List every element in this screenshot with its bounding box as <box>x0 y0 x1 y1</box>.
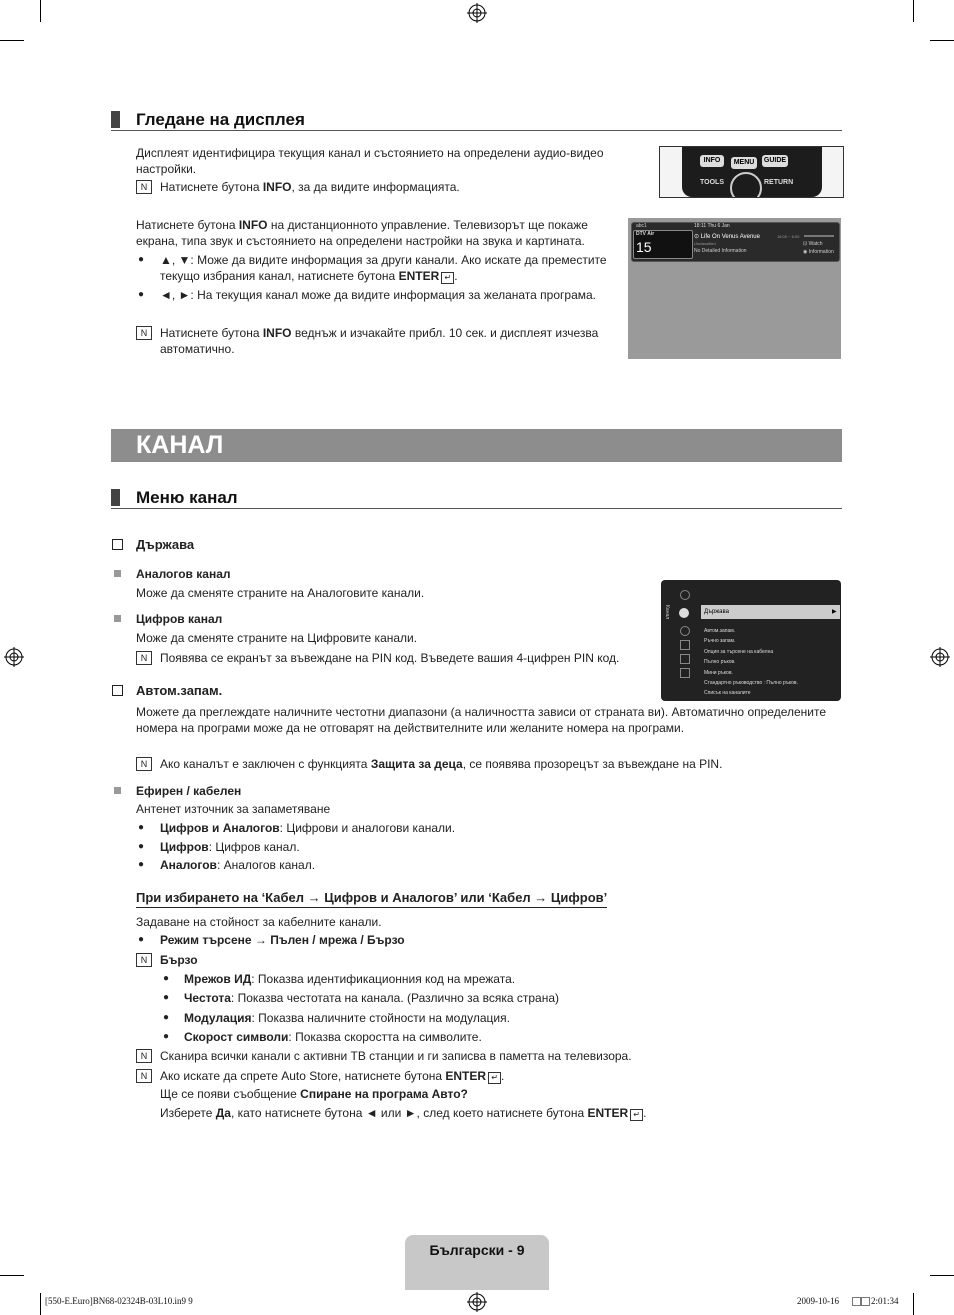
note-icon: N <box>136 326 152 340</box>
note-icon: N <box>136 1069 152 1083</box>
stop-message: Ще се появи съобщение Спиране на програма Авто? <box>160 1087 468 1101</box>
checkbox-icon <box>112 539 123 550</box>
checkbox-icon <box>112 685 123 696</box>
page-number-tab <box>405 1235 549 1290</box>
stop-confirm: Изберете Да, като натиснете бутона ◄ или ►, след което натиснете бутона ENTER ↵ . <box>160 1106 647 1120</box>
modulation: Модулация: Показва наличните стойности на модулация. <box>184 1011 510 1025</box>
chapter-banner <box>111 429 842 462</box>
osd-time-range: 18:00 ~ 6:00 <box>777 234 800 239</box>
digital-text: Може да сменяте страните на Цифровите канали. <box>136 631 418 645</box>
digital-title: Цифров канал <box>136 612 223 626</box>
registration-mark-icon <box>467 1292 487 1312</box>
return-button: RETURN <box>764 179 794 186</box>
footer-date: 2009-10-16 <box>797 1296 839 1306</box>
note-icon: N <box>136 651 152 665</box>
osd-program: ⊙ Life On Venus Avenue <box>694 234 760 240</box>
info-para: Натиснете бутона INFO на дистанционното управление. Телевизорът ще покаже екрана, типа звук и състоянието на определени настройки на звука и картината. <box>136 218 588 248</box>
channel-menu-screenshot <box>661 580 841 701</box>
network-id: Мрежов ИД: Показва идентификационния код на мрежата. <box>184 972 516 986</box>
info-button: INFO <box>700 155 724 167</box>
stop-note: Ако искате да спрете Auto Store, натиснете бутона ENTER ↵ . <box>160 1069 505 1083</box>
antenna-text: Антенет източник за запаметяване <box>136 802 331 816</box>
cable-text: Задаване на стойност за кабелните канали. <box>136 915 382 929</box>
menu-side-label: Канал <box>664 605 670 620</box>
section-heading-channel-menu <box>111 488 842 509</box>
menu-item-list <box>704 626 798 699</box>
analog-title: Аналогов канал <box>136 567 231 581</box>
enter-icon: ↵ <box>630 1109 643 1121</box>
frequency: Честота: Показва честотата на канала. (Различно за всяка страна) <box>184 991 560 1005</box>
antenna-option-both: Цифров и Аналогов: Цифрови и аналогови канали. <box>160 821 456 835</box>
registration-mark-icon <box>930 647 950 667</box>
menu-item: Ръчно запам. <box>704 638 736 645</box>
osd-channel-number: 15 <box>636 239 652 255</box>
crop-mark <box>40 1293 41 1315</box>
guide-button: GUIDE <box>762 155 788 167</box>
fast-label: Бързо <box>160 953 198 967</box>
cable-heading: При избирането на ‘Кабел → Цифров и Аналогов’ или ‘Кабел → Цифров’ <box>136 890 607 908</box>
tools-button: TOOLS <box>700 179 724 186</box>
menu-item: Стандартно ръководство : Пълно ръков. <box>704 680 798 687</box>
menu-item: Автом.запам. <box>704 628 736 634</box>
note-icon: N <box>136 953 152 967</box>
page-label: Български - 9 <box>429 1242 525 1258</box>
note-text: Натиснете бутона INFO, за да видите информацията. <box>160 180 460 194</box>
section-heading-display <box>111 110 842 131</box>
osd-source: DTV Air <box>636 231 655 237</box>
crop-mark <box>40 0 41 22</box>
menu-item: Опция за търсене на кабелна <box>704 648 774 655</box>
note-text: Натиснете бутона INFO веднъж и изчакайте прибл. 10 сек. и дисплеят изчезва автоматично. <box>160 326 599 356</box>
info-osd-image <box>628 218 841 359</box>
osd-channel-name: abc1 <box>636 223 647 229</box>
section-title: Гледане на дисплея <box>136 110 305 129</box>
enter-icon: ↵ <box>441 272 454 284</box>
autostore-title: Автом.запам. <box>136 683 223 698</box>
crop-mark <box>0 40 24 41</box>
crop-mark <box>913 0 914 22</box>
chapter-title: КАНАЛ <box>136 431 224 459</box>
analog-text: Може да сменяте страните на Аналоговите канали. <box>136 586 425 600</box>
menu-item: Мини ръков. <box>704 669 733 676</box>
osd-information: ◉ Information <box>803 249 834 255</box>
bullet-updown: ▲, ▼: Може да видите информация за други канали. Ако искате да преместите текущо избрания канал, натиснете бутона ENTER ↵ . <box>160 253 607 283</box>
square-bullet-icon <box>114 570 121 577</box>
footer-file: [550-E.Euro]BN68-02324B-03L10.in9 9 <box>45 1296 193 1306</box>
search-mode: Режим търсене → Пълен / мрежа / Бързо <box>160 933 405 947</box>
osd-datetime: 18:11 Thu 6 Jan <box>694 223 730 229</box>
symbol-rate: Скорост символи: Показва скоростта на символите. <box>184 1030 482 1044</box>
note-icon: N <box>136 757 152 771</box>
enter-icon: ↵ <box>488 1072 501 1084</box>
bullet-leftright: ◄, ►: На текущия канал може да видите информация за желаната програма. <box>160 288 597 302</box>
autostore-text: Можете да преглеждате наличните честотни диапазони (а наличността зависи от страната ви). Автоматично определените номера на програми може да не отговарят на действителните или желаните номера на програми. <box>136 705 827 735</box>
antenna-option-analog: Аналогов: Аналогов канал. <box>160 858 316 872</box>
crop-mark <box>0 1275 24 1276</box>
menu-item: Списък на каналите <box>704 690 751 697</box>
square-bullet-icon <box>114 787 121 794</box>
antenna-title: Ефирен / кабелен <box>136 784 242 798</box>
menu-item: Пълно ръков. <box>704 659 736 666</box>
menu-selected-item: Държава <box>704 609 729 615</box>
registration-mark-icon <box>467 3 487 23</box>
note-icon: N <box>136 180 152 194</box>
country-title: Държава <box>136 537 195 552</box>
square-bullet-icon <box>114 615 121 622</box>
menu-button: MENU <box>731 157 757 169</box>
crop-mark <box>913 1293 914 1315</box>
antenna-option-digital: Цифров: Цифров канал. <box>160 840 300 854</box>
osd-watch: ⊡ Watch <box>803 241 823 247</box>
remote-control-image <box>659 146 844 198</box>
autostore-note: Ако каналът е заключен с функцията Защита за деца, се появява прозорецът за въвеждане на PIN. <box>160 757 723 771</box>
intro-text: Дисплеят идентифицира текущия канал и състоянието на определени аудио-видео настройки. <box>136 146 604 176</box>
digital-note: Появява се екранът за въвеждане на PIN код. Въведете вашия 4-цифрен PIN код. <box>160 651 620 665</box>
chevron-right-icon: ▶ <box>832 609 837 615</box>
registration-mark-icon <box>4 647 24 667</box>
scan-note: Сканира всички канали с активни ТВ станции и ги записва в паметта на телевизора. <box>160 1049 632 1063</box>
osd-status: Unclassified <box>694 241 716 246</box>
footer-time: 2:01:34 <box>871 1296 899 1306</box>
section-title: Меню канал <box>136 488 238 507</box>
crop-mark <box>930 1275 954 1276</box>
osd-detail: No Detailed Information <box>694 248 747 254</box>
crop-mark <box>930 40 954 41</box>
note-icon: N <box>136 1049 152 1063</box>
